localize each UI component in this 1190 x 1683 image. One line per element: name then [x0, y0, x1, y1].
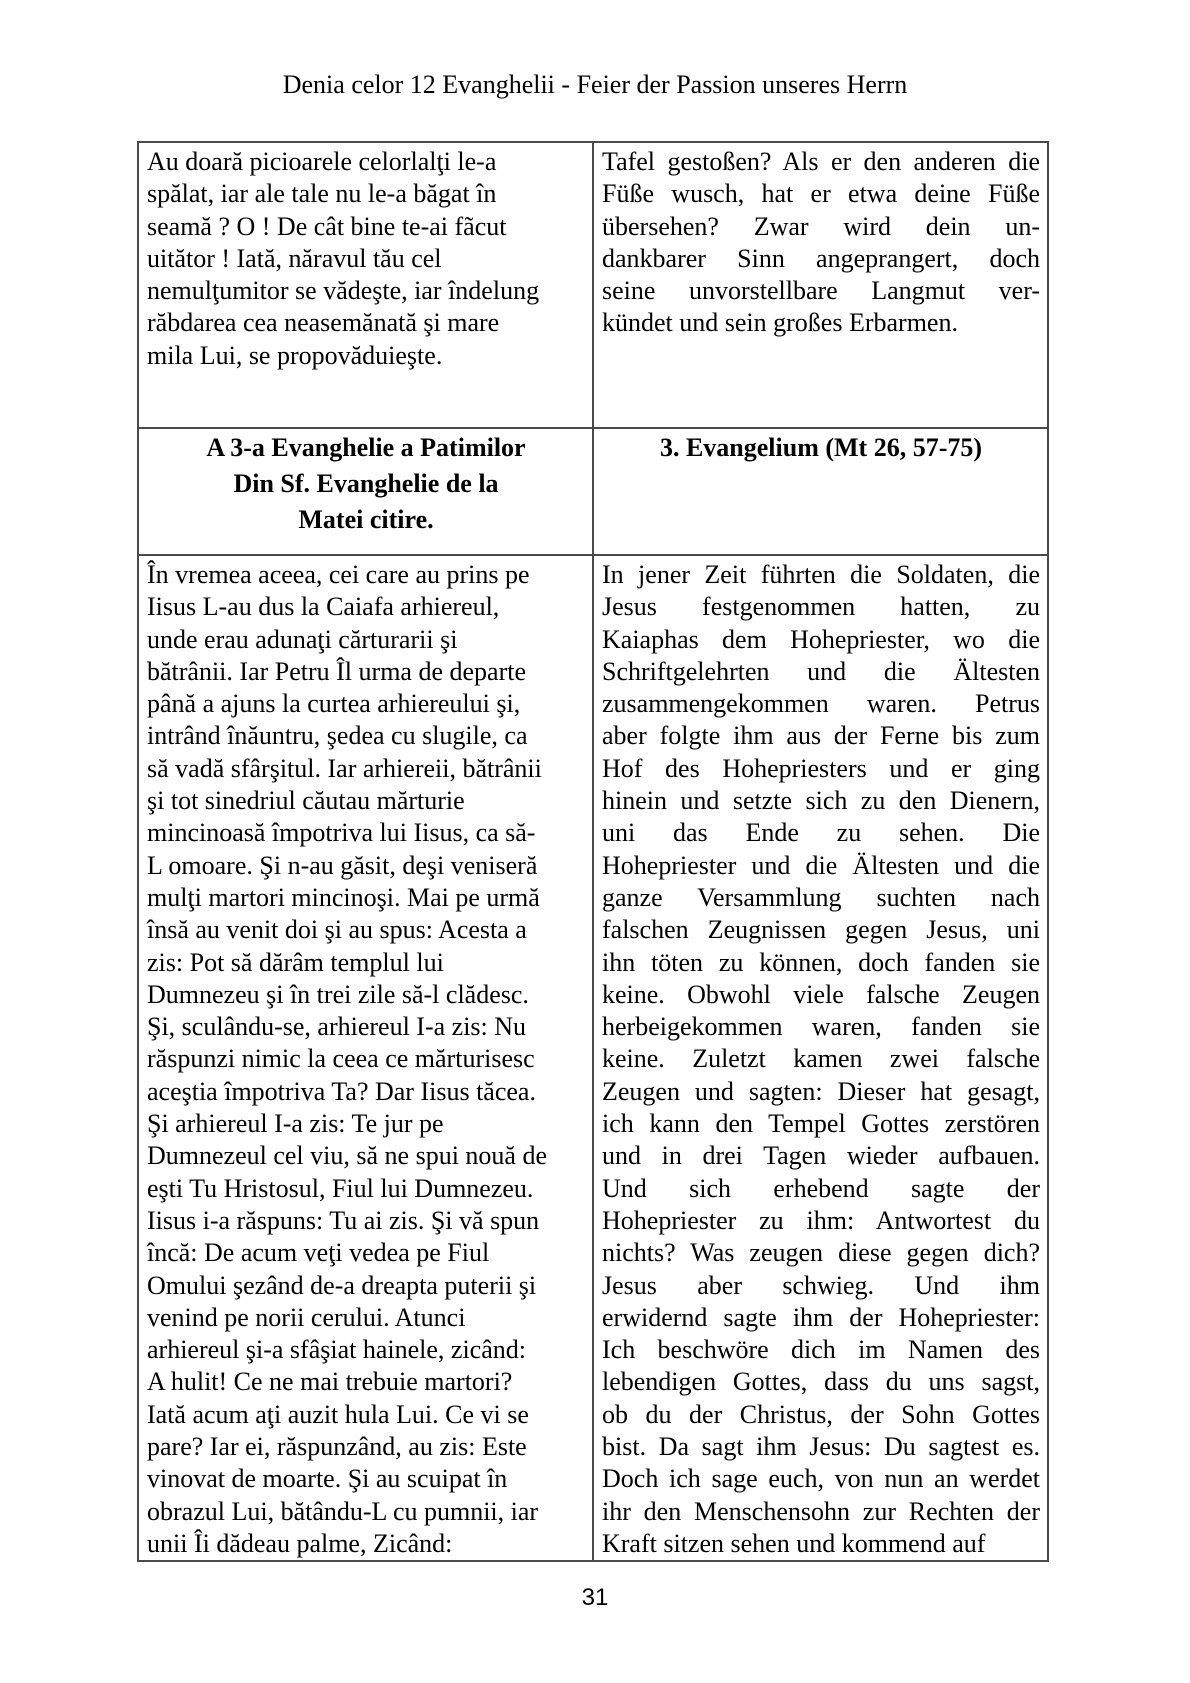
text-line: Dumnezeu şi în trei zile să-l clădesc. [147, 979, 529, 1009]
text-line: spălat, iar ale tale nu le-a băgat în [147, 179, 497, 209]
text-line: bătrânii. Iar Petru Îl urma de departe [147, 656, 526, 686]
table-row-gospel [138, 555, 1048, 1561]
text-line: lebendigen Gottes, dass du uns sagst, [602, 1367, 1040, 1397]
text-line: In jener Zeit führten die Soldaten, die [602, 560, 1040, 589]
text-line: Şi, sculându-se, arhiereul I-a zis: Nu [147, 1012, 527, 1042]
text-line: seine unvorstellbare Langmut ver- [602, 276, 1040, 306]
table-row-heading [138, 428, 1048, 555]
text-line: ihn töten zu können, doch fanden sie [602, 947, 1040, 977]
cell-german-gospel-text [593, 555, 1048, 1561]
text-line: aber folgte ihm aus der Ferne bis zum [602, 721, 1040, 751]
text-line: mincinoasă împotriva lui Iisus, ca să- [147, 818, 536, 848]
text-line: pare? Iar ei, răspunzând, au zis: Este [147, 1432, 527, 1462]
text-line: 3. Evangelium (Mt 26, 57-75) [659, 433, 983, 462]
text-line: ich kann den Tempel Gottes zerstören [602, 1109, 1040, 1139]
text-line: Hohepriester und die Ältesten und die [602, 850, 1040, 880]
text-line: uni das Ende zu sehen. Die [602, 818, 1040, 848]
text-line: Kaiaphas dem Hohepriester, wo die [602, 624, 1040, 654]
text-line: răspunzi nimic la ceea ce mărturisesc [147, 1044, 535, 1074]
text-line: falschen Zeugnissen gegen Jesus, uni [602, 915, 1040, 945]
text-line: übersehen? Zwar wird dein un- [602, 211, 1040, 241]
text-line: ihr den Menschensohn zur Rechten der [602, 1496, 1040, 1526]
text-line: A 3-a Evanghelie a Patimilor [206, 433, 526, 462]
text-line: erwidernd sagte ihm der Hohepriester: [602, 1302, 1040, 1332]
text-line: Iată acum aţi auzit hula Lui. Ce vi se [147, 1399, 529, 1429]
text-line: Kraft sitzen sehen und kommend auf [602, 1528, 986, 1558]
text-line: mulţi martori mincinoşi. Mai pe urmă [147, 882, 540, 912]
text-line: răbdarea cea neasemănată şi mare [147, 308, 500, 338]
text-line: eşti Tu Hristosul, Fiul lui Dumnezeu. [147, 1173, 534, 1203]
text-line: Matei citire. [298, 505, 434, 534]
text-line: În vremea aceea, cei care au prins pe [147, 560, 530, 589]
text-line: keine. Zuletzt kamen zwei falsche [602, 1044, 1040, 1074]
text-line: obrazul Lui, bătându-L cu pumnii, iar [147, 1496, 539, 1526]
text-line: venind pe norii cerului. Atunci [147, 1302, 466, 1332]
text-line: nemulţumitor se vădeşte, iar îndelung [147, 276, 540, 306]
text-line: până a ajuns la curtea arhiereului şi, [147, 689, 521, 719]
cell-romanian-gospel-text [138, 555, 593, 1561]
text-line: zusammengekommen waren. Petrus [602, 689, 1040, 719]
text-line: A hulit! Ce ne mai trebuie martori? [147, 1367, 513, 1397]
text-line: mila Lui, se propovăduieşte. [147, 340, 443, 370]
cell-german-intro [593, 142, 1048, 428]
text-line: L omoare. Şi n-au găsit, deşi veniseră [147, 850, 538, 880]
text-line: încă: De acum veţi vedea pe Fiul [147, 1238, 490, 1268]
cell-german-heading [593, 428, 1048, 555]
text-line: Füße wusch, hat er etwa deine Füße [602, 179, 1040, 209]
text-line: Jesus aber schwieg. Und ihm [602, 1270, 1040, 1300]
text-line: intrând înăuntru, şedea cu slugile, ca [147, 721, 528, 751]
text-line: uitător ! Iată, năravul tău cel [147, 243, 442, 273]
text-line: Şi arhiereul I-a zis: Te jur pe [147, 1109, 444, 1139]
text-line: herbeigekommen waren, fanden sie [602, 1012, 1040, 1042]
text-line: kündet und sein großes Erbarmen. [602, 308, 958, 338]
text-line: hinein und setzte sich zu den Dienern, [602, 786, 1040, 816]
text-line: Doch ich sage euch, von nun an werdet [602, 1464, 1040, 1494]
text-line: Und sich erhebend sagte der [602, 1173, 1040, 1203]
cell-romanian-intro [138, 142, 593, 428]
text-line: nichts? Was zeugen diese gegen dich? [602, 1238, 1040, 1268]
text-line: Jesus festgenommen hatten, zu [602, 592, 1040, 622]
text-line: Au doară picioarele celorlalţi le-a [147, 147, 497, 176]
cell-romanian-heading [138, 428, 593, 555]
document-header: Denia celor 12 Evanghelii - Feier der Passion unseres Herrn [282, 70, 908, 99]
text-line: Hof des Hohepriesters und er ging [602, 753, 1040, 783]
text-line: dankbarer Sinn angeprangert, doch [602, 243, 1040, 273]
text-line: să vadă sfârşitul. Iar arhiereii, bătrânii [147, 753, 542, 783]
text-line: ganze Versammlung suchten nach [602, 882, 1040, 912]
text-line: Dumnezeul cel viu, să ne spui nouă de [147, 1141, 547, 1171]
text-line: keine. Obwohl viele falsche Zeugen [602, 979, 1040, 1009]
text-line: Omului şezând de-a dreapta puterii şi [147, 1270, 537, 1300]
text-line: însă au venit doi şi au spus: Acesta a [147, 915, 527, 945]
text-line: unii Îi dădeau palme, Zicând: [147, 1528, 453, 1558]
text-line: Iisus L-au dus la Caiafa arhiereul, [147, 592, 500, 622]
text-line: vinovat de moarte. Şi au scuipat în [147, 1464, 508, 1494]
text-line: ob du der Christus, der Sohn Gottes [602, 1399, 1040, 1429]
text-line: seamă ? O ! De cât bine te-ai fãcut [147, 211, 507, 241]
text-line: Din Sf. Evanghelie de la [233, 469, 499, 498]
text-line: Iisus i-a răspuns: Tu ai zis. Şi vă spun [147, 1205, 540, 1235]
table-row-intro [138, 142, 1048, 428]
text-line: aceştia împotriva Ta? Dar Iisus tăcea. [147, 1076, 536, 1106]
text-line: Hohepriester zu ihm: Antwortest du [602, 1205, 1040, 1235]
text-line: unde erau adunaţi cărturarii şi [147, 624, 458, 654]
text-line: bist. Da sagt ihm Jesus: Du sagtest es. [602, 1432, 1040, 1462]
text-line: Ich beschwöre dich im Namen des [602, 1335, 1040, 1365]
page-number: 31 [581, 1584, 609, 1611]
bilingual-table [137, 141, 1049, 1562]
text-line: Schriftgelehrten und die Ältesten [602, 656, 1040, 686]
text-line: şi tot sinedriul căutau mărturie [147, 786, 465, 816]
text-line: und in drei Tagen wieder aufbauen. [602, 1141, 1040, 1171]
text-line: Zeugen und sagten: Dieser hat gesagt, [602, 1076, 1040, 1106]
text-line: Tafel gestoßen? Als er den anderen die [602, 147, 1040, 176]
text-line: zis: Pot să dărâm templul lui [147, 947, 444, 977]
text-line: arhiereul şi-a sfâşiat hainele, zicând: [147, 1335, 526, 1365]
